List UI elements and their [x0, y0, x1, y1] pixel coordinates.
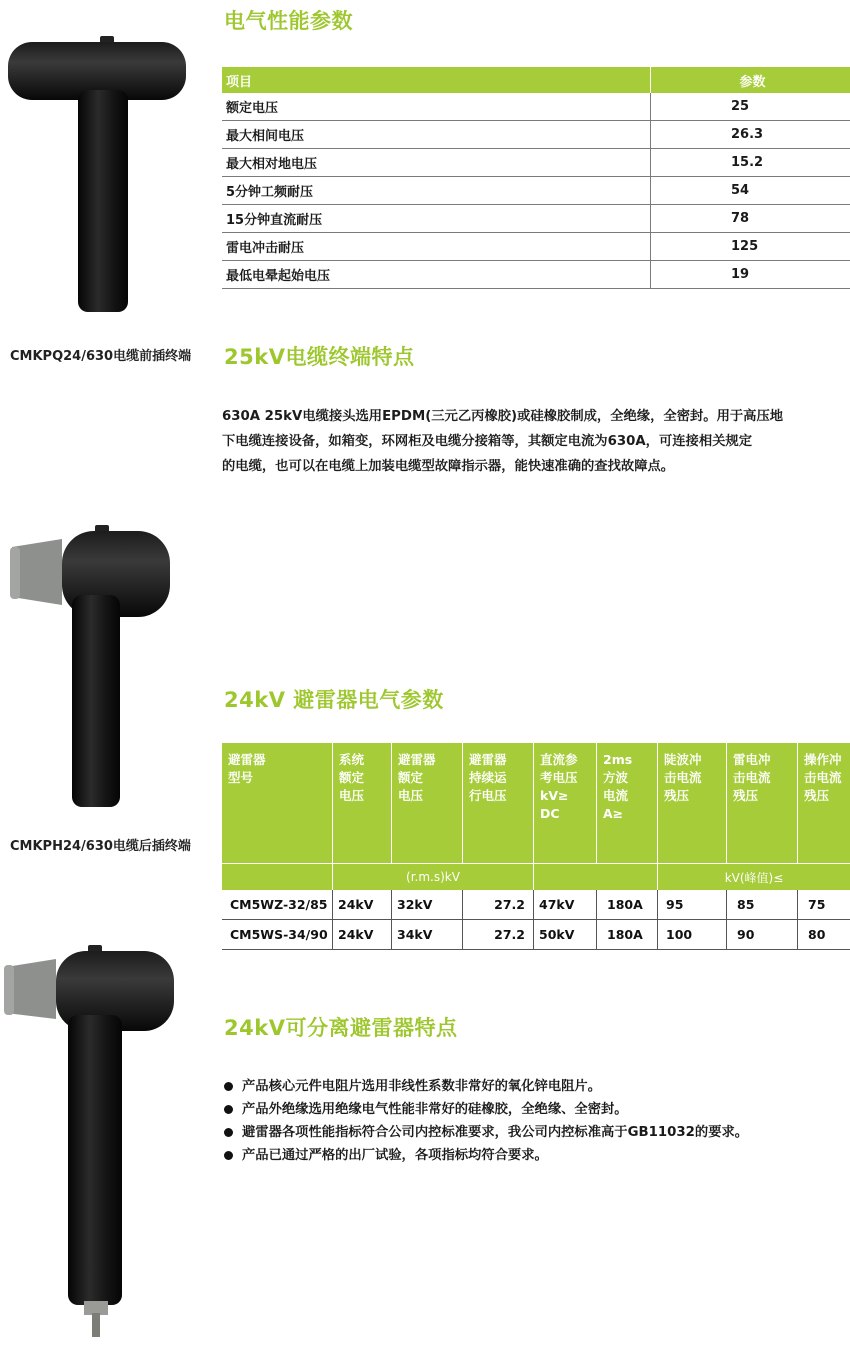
value-cell: 180A	[597, 920, 658, 950]
header-line: 电流	[603, 788, 629, 803]
header-line: 击电流	[804, 770, 842, 785]
param-value: 54	[651, 177, 850, 205]
section-title-electrical: 电气性能参数	[224, 9, 353, 33]
list-item: 产品外绝缘选用绝缘电气性能非常好的硅橡胶，全绝缘、全密封。	[222, 1098, 847, 1121]
table-header-row	[222, 743, 850, 864]
header-cell	[658, 743, 727, 864]
list-item: 产品核心元件电阻片选用非线性系数非常好的氧化锌电阻片。	[222, 1075, 847, 1098]
header-line: 型号	[228, 770, 254, 785]
header-line: 残压	[733, 788, 759, 803]
param-name: 额定电压	[222, 93, 651, 121]
value-cell: 100	[658, 920, 727, 950]
value-cell: 50kV	[534, 920, 597, 950]
table-row	[222, 920, 850, 950]
section-title-terminal-features: 25kV电缆终端特点	[224, 345, 415, 369]
header-line: 避雷器	[398, 752, 436, 767]
arrester-params-table	[222, 743, 850, 950]
param-value: 125	[651, 233, 850, 261]
value-cell: 47kV	[534, 890, 597, 920]
param-name: 最低电晕起始电压	[222, 261, 651, 289]
param-value: 19	[651, 261, 850, 289]
header-line: 操作冲	[804, 752, 842, 767]
header-line: 残压	[664, 788, 690, 803]
value-cell: 90	[727, 920, 798, 950]
model-cell: CM5WZ-32/85	[222, 890, 333, 920]
header-line: DC	[540, 806, 560, 821]
param-name: 5分钟工频耐压	[222, 177, 651, 205]
unit-cell-empty	[534, 864, 658, 891]
table-row	[222, 121, 850, 149]
table-row	[222, 205, 850, 233]
value-cell: 24kV	[333, 890, 392, 920]
header-line: 2ms	[603, 752, 633, 767]
table-header-row	[222, 67, 850, 93]
header-line: 行电压	[469, 788, 507, 803]
header-line: 雷电冲	[733, 752, 771, 767]
unit-cell-empty	[222, 864, 333, 891]
terminal-description	[222, 404, 847, 479]
header-line: 避雷器	[228, 752, 266, 767]
model-cell: CM5WS-34/90	[222, 920, 333, 950]
param-name: 15分钟直流耐压	[222, 205, 651, 233]
table-row	[222, 177, 850, 205]
unit-cell-rms: (r.m.s)kV	[333, 864, 534, 891]
arrester-features-list	[222, 1075, 847, 1167]
param-name: 最大相对地电压	[222, 149, 651, 177]
value-cell: 180A	[597, 890, 658, 920]
header-line: A≥	[603, 806, 624, 821]
table-row	[222, 93, 850, 121]
header-line: 避雷器	[469, 752, 507, 767]
header-line: 考电压	[540, 770, 578, 785]
table-row	[222, 261, 850, 289]
list-item: 产品已通过严格的出厂试验，各项指标均符合要求。	[222, 1144, 847, 1167]
value-cell: 32kV	[392, 890, 463, 920]
product-image-cmkph	[0, 525, 200, 815]
product-caption-cmkpq: CMKPQ24/630电缆前插终端	[10, 349, 192, 364]
value-cell: 85	[727, 890, 798, 920]
param-name: 雷电冲击耐压	[222, 233, 651, 261]
header-line: 额定	[398, 770, 424, 785]
value-cell: 34kV	[392, 920, 463, 950]
param-value: 25	[651, 93, 850, 121]
header-line: 击电流	[664, 770, 702, 785]
value-cell: 27.2	[463, 890, 534, 920]
header-line: 直流参	[540, 752, 578, 767]
header-cell	[727, 743, 798, 864]
header-line: 额定	[339, 770, 365, 785]
electrical-params-table	[222, 67, 850, 289]
header-line: 电压	[398, 788, 424, 803]
header-line: 持续运	[469, 770, 507, 785]
value-cell: 75	[798, 890, 850, 920]
header-cell	[798, 743, 850, 864]
param-value: 26.3	[651, 121, 850, 149]
header-cell	[333, 743, 392, 864]
header-item: 项目	[222, 67, 651, 93]
header-line: 陡波冲	[664, 752, 702, 767]
value-cell: 24kV	[333, 920, 392, 950]
description-line: 下电缆连接设备，如箱变，环网柜及电缆分接箱等，其额定电流为630A，可连接相关规定	[222, 434, 753, 449]
param-name: 最大相间电压	[222, 121, 651, 149]
value-cell: 27.2	[463, 920, 534, 950]
table-unit-row	[222, 864, 850, 891]
table-row	[222, 233, 850, 261]
product-image-arrester	[0, 945, 200, 1345]
header-cell	[392, 743, 463, 864]
header-line: 电压	[339, 788, 365, 803]
header-cell	[222, 743, 333, 864]
product-caption-cmkph: CMKPH24/630电缆后插终端	[10, 839, 191, 854]
header-line: kV≥	[540, 788, 569, 803]
header-line: 击电流	[733, 770, 771, 785]
list-item: 避雷器各项性能指标符合公司内控标准要求，我公司内控标准高于GB11032的要求。	[222, 1121, 847, 1144]
section-title-arrester-features: 24kV可分离避雷器特点	[224, 1016, 458, 1040]
header-cell	[597, 743, 658, 864]
value-cell: 95	[658, 890, 727, 920]
param-value: 15.2	[651, 149, 850, 177]
unit-cell-peak: kV(峰值)≤	[658, 864, 850, 891]
description-line: 的电缆，也可以在电缆上加装电缆型故障指示器，能快速准确的查找故障点。	[222, 459, 675, 474]
header-param: 参数	[651, 67, 850, 93]
header-line: 残压	[804, 788, 830, 803]
description-line: 630A 25kV电缆接头选用EPDM(三元乙丙橡胶)或硅橡胶制成，全绝缘，全密封。用于高压地	[222, 409, 784, 424]
table-row	[222, 890, 850, 920]
value-cell: 80	[798, 920, 850, 950]
header-cell	[534, 743, 597, 864]
param-value: 78	[651, 205, 850, 233]
section-title-arrester-params: 24kV 避雷器电气参数	[224, 688, 444, 712]
header-cell	[463, 743, 534, 864]
product-image-cmkpq	[0, 30, 200, 320]
header-line: 方波	[603, 770, 629, 785]
header-line: 系统	[339, 752, 365, 767]
table-row	[222, 149, 850, 177]
